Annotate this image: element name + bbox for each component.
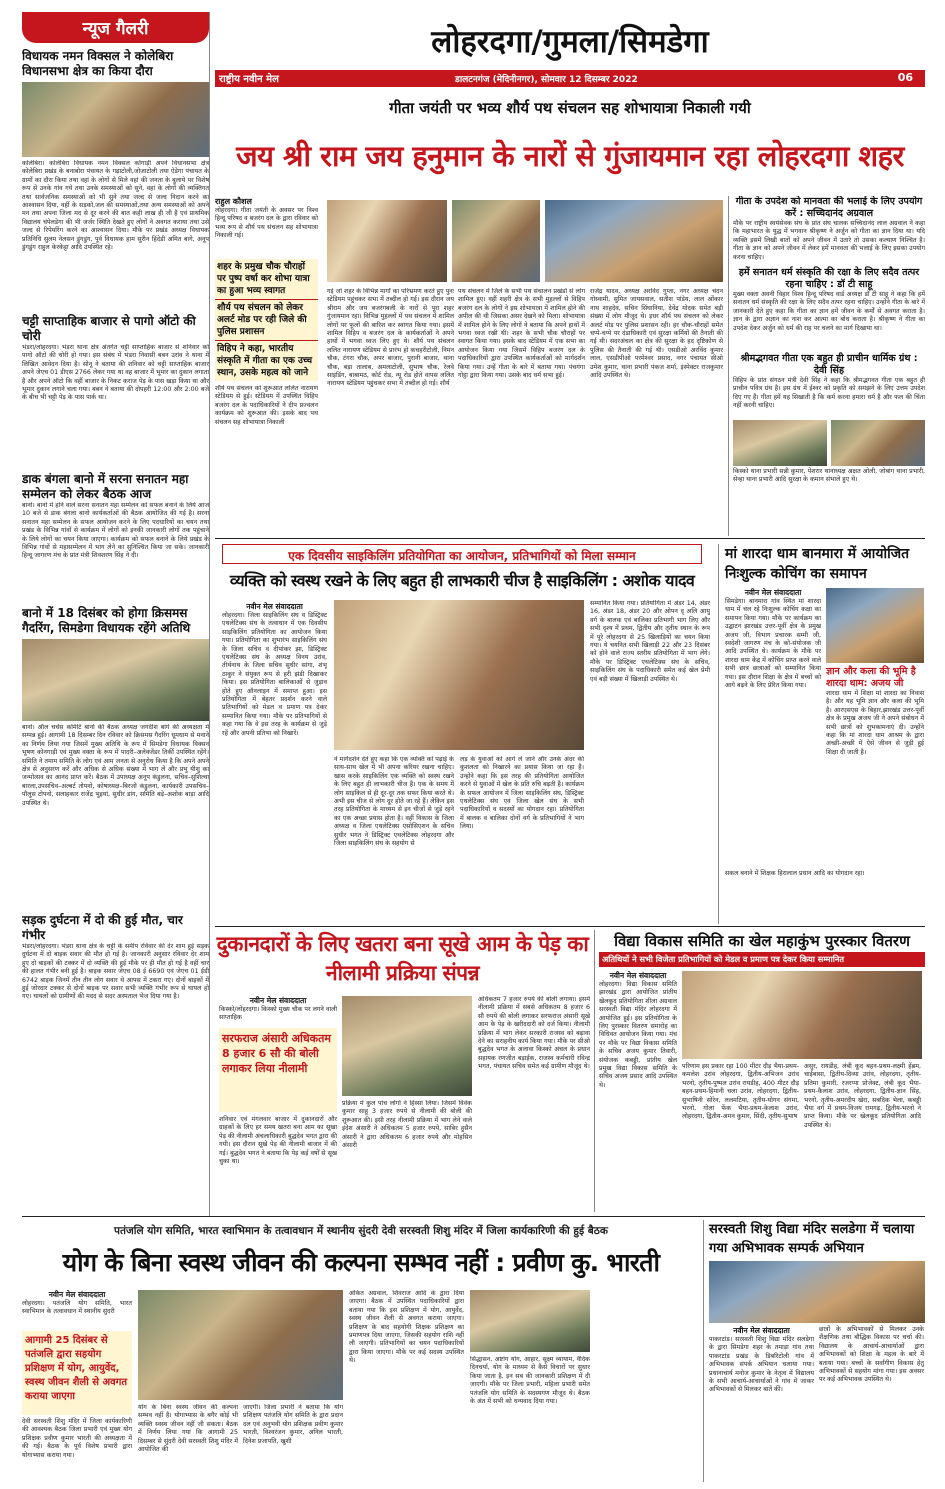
page-number: 06	[897, 71, 913, 84]
lead-col1-text: लोहरदगा। गीता जयंती के अवसर पर विश्व हिन्दू परिषद व बजरंग दल के द्वारा रविवार को भव्य रूप से शौर्य पथ संचलन सह शोभायात्रा निकाली गई।	[215, 207, 318, 240]
lead-col-3: पथ संचलन में जिले के सभी पथ संचालन प्रखंडों से लोग शामिल हुए। वहीं शहरी क्षेत्र के सभी मुहल्लों से विहिप बजरंग दल के लोगों ने इस शोभायात्रा में शामिल होने की अपील की थी जिसका असर देखने को मिला। शोभायात्रा में शामिल होने के लिए लोगों ने बताया कि अपने हाथों में भगवा ध्वज रखी थी। शहर के सभी चौक चौराहों पर स्वागत किया गया। इसके बाद स्टेडियम में एक सभा का आयोजन किया गया जिसमें विहिप बजरंग दल के पदाधिकारियों द्वारा उपस्थित कार्यकर्ताओं को मार्गदर्शन किया गया। उन्हें गीता के बारे में बताया गया। पंचगंगा गोट्ठा द्वारा किया गया। उसके बाद धर्म सभा हुई।	[458, 288, 585, 380]
lead-bullet-1: शहर के प्रमुख चौक चौराहों पर पुष्प वर्षा कर शोभा यात्रा का हुआ भव्य स्वागत	[215, 259, 318, 300]
cycling-photo	[334, 600, 584, 750]
sidebar-story-1-photo	[22, 82, 209, 157]
gita-head-2: हमें सनातन धर्म संस्कृति की रक्षा के लिए सदैव तत्पर रहना चाहिए : डॉ टी साहू	[738, 267, 920, 290]
yoga-col-3: जाएगी। जिला प्रभारी ने बताया कि योग प्रशिक्षण पतंजलि योग समिति के द्वारा प्रदान दल एवं अनुभवी योग प्रशिक्षक प्रवीण कुमार भारती, विश्वरंजन कुमार, अनिल भारती, दिनेश प्रजापति, खुशी	[243, 1404, 343, 1445]
cycling-col1-text: लोहरदगा। जिला साइकिलिंग संघ व डिस्ट्रिक्ट एथलेटिक्स संघ के तत्वाधान में एक दिवसीय साइकिलिंग प्रतियोगिता का आयोजन किया गया। प्रतियोगिता का शुभारंभ साइकिलिंग संघ के जिला सचिव व दीपांकर झा, डिस्ट्रिक्ट एथलेटिक्स संघ के अध्यक्ष विनय उरांव, तीर्थनाथ के जिला सचिव सुधीर सांगा, शंभू ठाकुर ने संयुक्त रूप से हरी झंडी दिखाकर किया। इस प्रतियोगिता बालिकाओं से जुड़ाव होते हुए ऑनलाइन में समाप्त हुआ। इस प्रतियोगिता में बेहतर प्रदर्शन करने वाले प्रतिभागियों को मेडल व प्रमाण पत्र देकर सम्मानित किया गया। मौके पर प्रतिभागियों से कहा गया कि वे इस तरह के कार्यक्रम से जुड़े रहें और अपनी प्रतिभा को निखारें।	[222, 612, 327, 737]
mango-bullet: सरफराज अंसारी अधिकतम 8 हजार 6 सौ की बोली लगाकर लिया नीलामी	[219, 1028, 337, 1112]
cycling-headline: व्यक्ति को स्वस्थ रखने के लिए बहुत ही लाभकारी चीज है साइकिलिंग : अशोक यादव	[229, 571, 695, 590]
sharda-box	[718, 544, 925, 924]
lead-bullet-3: विहिप ने कहा, भारतीय संस्कृति में गीता का एक उच्च स्थान, उसके महत्व को जाने	[217, 344, 313, 378]
yoga-bullet: आगामी 25 दिसंबर से पतंजलि द्वारा सहयोग प्रशिक्षण में योग, आयुर्वेद, स्वस्थ जीवन शैली से अवगत कराया जाएगा	[22, 1331, 132, 1415]
mango-photo	[342, 996, 472, 1096]
sidebar-title: न्यूज गैलरी	[22, 12, 209, 43]
mango-byline: नवीन मेल संवाददाता	[249, 996, 307, 1005]
yoga-photo	[138, 1290, 343, 1400]
cycling-kicker: एक दिवसीय साइकिलिंग प्रतियोगिता का आयोजन, प्रतिभागियों को मिला सम्मान	[222, 544, 702, 564]
lead-photo-left	[327, 200, 447, 282]
cycling-col-1	[222, 602, 327, 920]
gita-photo-1	[733, 420, 827, 466]
vidya-photo	[682, 971, 922, 1059]
lead-bullets	[215, 259, 318, 381]
yoga-col-1	[22, 1290, 132, 1480]
vidya-headline: विद्या विकास समिति का खेल महाकुंभ पुरस्कार वितरण	[614, 932, 910, 950]
sidebar-story-5-body: भंडरा/लोहरदगा। भंडरा थाना क्षेत्र के चट्टी के समीप रविवार की देर शाम हुई सड़क दुर्घटना में दो बाइक सवार की मौत हो गई है। जानकारी अनुसार रविवार देर शाम हुए दो बाइकों की टक्कर में दो व्यक्ति की हुई मौके पर ही मौत हो गई है वहीं चार की हालत गंभीर बनी हुई है। बाइक सवार जेएच 08 ई 6690 एवं जेएच 01 ईडी 6742 बाइक जिनमें तीन तीन लोग सवार थे आपस में टकरा गए। दोनों बाइकों में हुई जोरदार टक्कर से दोनों बाइक पर सवार सभी व्यक्ति गंभीर रूप से घायल हो गए। घायलों को ग्रामीणों की मदद से सदर अस्पताल भेज दिया गया है।	[22, 943, 209, 1001]
school-headline: सरस्वती शिशु विद्या मंदिर सलडेगा में चलाया गया अभिभावक सम्पर्क अभियान	[709, 1222, 915, 1256]
divider-1	[215, 538, 925, 539]
mango-col-1	[219, 996, 337, 1206]
lead-photo-right	[545, 200, 723, 282]
sharda-body-2: शारदा धाम में शिक्षा मां शारदा का निवास है। और यह भूमि ज्ञान और कला की भूमि है। आरएसएस के बिहार,झारखंड उत्तर-पूर्वी क्षेत्र के प्रमुख अजय जी ने अपने संबोधन में सभी छात्रों को शुभकामनाएं दी। उन्होंने कहा कि मां शारदा धाम आश्रम के द्वारा अच्छी-अच्छी में ऐसे जीवन से जुड़ी हुई शिक्षा दी जाती है।	[826, 690, 924, 756]
mango-headline: दुकानदारों के लिए खतरा बना सूखे आम के पेड़ का नीलामी प्रक्रिया संपन्न	[216, 932, 589, 985]
sidebar-column	[22, 12, 210, 1217]
sidebar-story-2-headline: चट्टी साप्ताहिक बाजार से पागो ऑटो की चोरी	[22, 314, 196, 343]
mango-col1-text: शनिवार एवं मंगलवार बाजार में दुकानदारों और ग्राहकों के लिए हर समय खतरा बना आम का सूखा पेड़ की नीलामी अंचलाधिकारी बुद्धदेव भगत द्वारा की गयी। इस दौरान सूखे पेड़ की नीलामी बाजार में की गई। बुद्धदेव भगत ने बताया कि पेड़ कई वर्षों से सूख चुका था।	[219, 1116, 337, 1166]
dateline: डालटनगंज (मेदिनीनगर), सोमवार 12 दिसम्बर 2022	[455, 75, 638, 85]
paper-name: राष्ट्रीय नवीन मेल	[219, 74, 279, 85]
mango-col-3: अधिकतम 7 हजार रुपये की बोली लगाया। इसमें नीलामी प्रक्रिया में सबसे अधिकतम 8 हजार 6 सौ रुपये की बोली लगाकर सरफराज अंसारी सूखे आम के पेड़ के खरीददारी को दर्ज किया। नीलामी प्रक्रिया में भाग लेकर सरकारी राजस्व को बढ़ावा देने का सराहनीय कार्य किया गया। मौके पर सीओ बुद्धदेव भगत के अलावा किस्को अंचल के प्रधान सहायक रणजीत बड़ाईक, राजस्व कर्मचारी रविन्द्र भगत, पंचायत सचिव समेत कई ग्रामीण मौजूद थे।	[478, 996, 590, 1071]
yoga-col-5: सिद्धासन, अष्टांग योग, आहार, सूक्ष्म व्यायाम, वैदिक दिनचर्या, योग के माध्यम से कैसे विचारों पर सुधार किया जाता है, इन सब की जानकारी प्रशिक्षण में दी जाएगी। मौके पर जिला प्रभारी, महिला प्रभारी समेत पतंजलि योग समिति के सदस्यगण मौजूद थे। बैठक के अंत में सभी को धन्यवाद दिया गया।	[470, 1356, 590, 1406]
gita-body-2: मुख्य वक्ता अवनी विहार विश्व हिन्दू परिषद वार्ड अध्यक्ष डॉ टी साहू ने कहा कि हमें सनातन धर्म संस्कृति की रक्षा के लिए सदैव तत्पर रहना चाहिए। उन्होंने गीता के बारे में जानकारी देते हुए कहा कि गीता का ज्ञान हमें जीवन के कर्मों से अवगत कराता है। ज्ञान के द्वारा अज्ञान का नाश कर आत्मा का बोध कराता है। श्रीकृष्ण ने गीता का उपदेश देकर अर्जुन को धर्म की राह पर चलने का मार्ग दिखाया था।	[733, 291, 925, 332]
lead-headline: जय श्री राम जय हनुमान के नारों से गुंजायमान रहा लोहरदगा शहर	[236, 139, 904, 173]
sharda-subhead: ज्ञान और कला की भूमि है शारदा धाम: अजय जी	[826, 666, 916, 689]
gita-head-1: गीता के उपदेश को मानवता की भलाई के लिए उपयोग करें : सच्चिदानंद अग्रवाल	[735, 196, 923, 219]
lead-kicker: गीता जयंती पर भव्य शौर्य पथ संचलन सह शोभायात्रा निकाली गयी	[389, 99, 751, 117]
vidya-col3-text: असुर, रायडीह, लंबी कूद बहन-प्रथम-लक्ष्मी हेंब्रम, चाईबासा, द्वितीय-दिव्या उरांव, लोहरदगा, तृतीय-प्रतिमा कुमारी, रजरप्पा प्रोजेक्ट, लंबी कूद भैया-प्रथम-कैलाश उरांव, लोहरदगा, द्वितीय-ज्ञान सिंह, भरनो, तृतीय-अमरदीप खेरा, सबदिक भेला, कबड्डी भैया वर्ग में प्रथम-विजय रामगढ़, द्वितीय-भरनो ने प्राप्त किया। मौके पर खेलकूद प्रतियोगिता आदि उपस्थित थे।	[804, 1063, 921, 1129]
school-col2-text: छात्रों के अभिभावकों से मिलकर उनके शैक्षणिक तथा बौद्धिक विकास पर चर्चा की। विद्यालय के आचार्य-आचार्याओं द्वारा अभिभावकों को शिक्षा के महत्व के बारे में बताया गया। बच्चों के सर्वांगीण विकास हेतु अभिभावकों से सहयोग मांगा गया। इस अवसर पर कई अभिभावक उपस्थित थे।	[819, 1326, 924, 1384]
mango-col-2: प्रक्रिया में कुल पांच लोगों ने हिस्सा लिया। जिसमें विवेक कुमार साहू 3 हजार रुपये से नीलामी की बोली की शुरूआत की। इसी तरह नीलामी प्रक्रिया में भाग लेने वाले इंदेश अंसारी ने अधिकतम 5 हजार रुपये, साबिर हुसैन अंसारी ने द्वारा अधिकतम 6 हजार रुपये और मोहसिन अंसारी	[342, 1100, 472, 1150]
lead-bullet-2: शौर्य पथ संचलन को लेकर अलर्ट मोड पर रही जिले की पुलिस प्रशासन	[215, 300, 318, 341]
cycling-col-3: लड़ के युवाओं को आगे ले जाने और उनके अंदर की कुशलता को निखारने का प्रयास किया जा रहा है। उन्होंने कहा कि इस तरह की प्रतियोगिता आयोजित करने से युवाओं में खेल के प्रति रुचि बढ़ती है। कार्यक्रम के सफल आयोजन में जिला साइकिलिंग संघ, डिस्ट्रिक्ट एथलेटिक्स संघ एवं जिला खेल संघ के सभी पदाधिकारियों व सदस्यों का योगदान रहा। प्रतियोगिता में बालक व बालिका दोनों वर्ग के प्रतिभागियों ने भाग लिया।	[460, 756, 584, 831]
mango-lead: किस्को/लोहरदगा। किस्को मुख्य चौक पर लगने वाली साप्ताहिक	[219, 1006, 337, 1022]
sidebar-story-1-headline: विधायक नमन विक्सल ने कोलेबिरा विधानसभा क्षेत्र का किया दौरा	[22, 49, 174, 78]
school-photo	[709, 1261, 925, 1323]
school-col1-text: पाकरटांड। सरस्वती शिशु विद्या मंदिर सलडेगा के द्वारा सिमडेगा शहर के तमाड़ा गांव तथा पाकरटांड प्रखंड के डिबरिटोली गांव में अभिभावक संपर्क अभियान चलाया गया। प्रधानाचार्य मनोज कुमार के नेतृत्व में विद्यालय के सभी आचार्य-आचार्याओं ने गांव में जाकर अभिभावकों से मिलकर बातें कीं।	[709, 1336, 814, 1394]
divider-2	[215, 926, 925, 927]
vidya-col2-text: परिणाम इस प्रकार रहा 100 मीटर दौड़ भैया-प्रथम-कमलेश उरांव लोहरदगा, द्वितीय-अभिजन उरांव भरनो, तृतीय-पुष्पल उरांव रायडीह, 400 मीटर दौड़ बहन-प्रथम-हिमानी चला उरांव, लोहरदगा, द्वितीय-सुभाषिनी सोरेन, ललमटिया, तृतीय-योगन संगमा, भरनो, गोला फेंक भैया-प्रथम-केलाश उरांव, लोहरदगा, द्वितीय-अमन कुमार, सिंदी, तृतीय-सुभाष	[682, 1063, 799, 1121]
sidebar-story-3-body: बानो। बानो में होने वाले सरना सनातन महा सम्मेलन को सफल बनाने के लिये आज 10 बजे से डाक बंगला बानो कार्यकर्ताओं की बैठक आयोजित की गई है। सरना सनातन महा सम्मेलन के सफल आयोजन करने के लिए पदधारियों का चयन तथा प्रखंड के विभिन्न गांवों से कार्यक्रम में लोगों को इनकी जानकारी लोगों तक पहुंचाने के लिये लोगों का चयन किया जाएगा। कार्यक्रम को सफल बनाने के लिये प्रखंड के विभिन्न गांवों से महासम्मेलन में भाग लेने का सुनिश्चित किया जा सके। जानकारी हिन्दू जागरण मंच के प्रांत मंत्री शिवशरण सिंह ने दी।	[22, 502, 209, 560]
gita-body-3: विहिप के प्रांत संगठन मंत्री देवी सिंह ने कहा कि श्रीमद्भगवत गीता एक बहुत ही प्राचीन पवित्र ग्रंथ है। इस ग्रंथ में ईश्वर को प्रकृति को समझने के लिए उत्तम उपदेश दिए गए हैं। गीता हमें यह सिखाती है कि कर्म करना हमारा धर्म है और फल की चिंता नहीं करनी चाहिए।	[733, 377, 925, 410]
gita-body-1: मौके पर राष्ट्रीय स्वयंसेवक संघ के प्रांत संघ चालक सच्चिदानंद लाल अग्रवाल ने कहा कि महाभारत के युद्ध में भगवान श्रीकृष्ण ने अर्जुन को गीता का ज्ञान दिया था। यदि व्यक्ति इसमें लिखी बातों को अपने जीवन में उतारे तो उसका कल्याण निश्चित है। गीता के ज्ञान को अपने जीवन में लेकर हमें मानवता की भलाई के लिए इसका उपयोग करना चाहिए।	[733, 220, 925, 261]
vidya-col1-text: लोहरदगा। विद्या विकास समिति झारखंड द्वारा आयोजित प्रांतीय खेलकूद प्रतियोगिता शीला अग्रवाल सरस्वती विद्या मंदिर लोहरदगा में आयोजित हुई। इस प्रतियोगिता के लिए पुरस्कार वितरण समारोह का विधिवत आयोजन किया गया। मंच पर मौके पर विद्या विकास समिति के सचिव अजय कुमार तिवारी, संयोजक कबड्डी, प्रांतीय खेल प्रमुख विद्या विकास समिति के सचिव अजय प्रसाद आदि उपस्थित थे।	[599, 981, 677, 1089]
sharda-caption: सकल बनाने में शिक्षक हिरालाल प्रधान आदि का योगदान रहा।	[725, 870, 865, 877]
yoga-col1-text: देवी सरस्वती शिशु मंदिर में जिला कार्यकारिणी की आवश्यक बैठक जिला प्रभारी एवं मुख्य योग प्रशिक्षक प्रवीण कुमार भारती की अध्यक्षता में की गई। बैठक के पूर्व विशेष प्रभारी द्वारा योगाभ्यास कराया गया।	[22, 1418, 132, 1459]
yoga-byline: नवीन मेल संवाददाता	[48, 1290, 106, 1299]
sidebar-story-4-body: बानो। ऑल चर्चेस कमिटि बानो की बैठक अध्यक्ष जगदीश बांगे की अध्यक्षता में सम्पन्न हुई। आगामी 18 दिसम्बर दिन रविवार को क्रिसमस गैदरिंग धूमधाम से मनाने का निर्णय लिया गया जिसमें मुख्य अतिथि के रूप में सिमडेगा विधायक विक्सन भूषण कोनगाड़ी एवं मुख्य वक्ता के रूप में पादरी–अलेक्जेंडर तिर्की उपस्थित रहेंगे। समिति ने तमाम समिति के लोग एवं आम जनता से अनुरोध किया है कि अपने अपने क्षेत्र से अनुसरण करें और अधिक से अधिक संख्या में भाग लें और प्रभु यीशु का जन्मोत्सव का आनंद प्राप्त करें। बैठक में उपाध्यक्ष अनूप कंडुलना, सचिव–सुशिल्वा बारला,उपसचिव–अल्बर्ट तोपनो, कोषाध्यक्ष–बिरजो कंडुलना, कार्यकारी उपसचिव–पौलुस टोपनो, सलाहकार राजेंद्र भुइयां, सुधीर डांग, समिति बड़े–अशोक बाड़ा आदि उपस्थित थे।	[22, 724, 209, 807]
sidebar-story-2-body: भंडरा/लोहरदगा। भंडरा थाना क्षेत्र अंतर्गत चट्टी साप्ताहिक बाजार से शनिवार को पागो ऑटो की चोरी हो गया। इस संबंध में भंडरा निवासी बबन उरांव ने थाना में लिखित आवेदन दिया है। सोनू ने बताया की शनिवार को चट्टी साप्ताहिक बाजार अपने जेएच 01 डीएस 2766 लेकर गया था वह बाजार में भूमार का दुकान लगाता है और अपने ऑटो कि वहीं बाजार के निकट कराज पेड़ के पास खड़ा किया था और भूमार दुकान लगाने चला गया। बबन ने बताया की दोपहरी 12:00 और 2:00 बजे के बीच भी चट्टी पेड़ के पास पार्क था।	[22, 344, 209, 402]
vidya-strap: अतिथियों ने सभी विजेता प्रतिभागियों को मेडल व प्रमाण पत्र देकर किया सम्मानित	[599, 952, 925, 967]
sharda-byline: नवीन मेल संवाददाता	[744, 588, 802, 597]
school-byline: नवीन मेल संवाददाता	[733, 1326, 790, 1335]
masthead	[215, 12, 925, 90]
sidebar-story-4-photo	[22, 639, 209, 721]
sidebar-story-4-headline: बानो में 18 दिसंबर को होगा क्रिसमस गैदरिंग, सिमडेगा विधायक रहेंगे अतिथि	[22, 606, 191, 635]
vidya-box	[594, 930, 925, 1212]
gita-caption: किस्को थाना प्रभारी सन्नी कुमार, पेशरार थानाध्यक्ष अक्षत ओली, जोबांग थाना प्रभारी, सेन्हा थाना प्रभारी आदि सुरक्षा के कमान संभाले हुए थे।	[733, 468, 925, 484]
sharda-photo	[826, 588, 924, 663]
sharda-body-1: सिमडेगा। बानमारा गांव स्थित मां शारदा धाम में चल रहे निःशुल्क कोचिंग कक्षा का समापन किया गया। मौके पर कार्यक्रम का उद्घाटन झारखंड उत्तर-पूर्वी क्षेत्र के प्रमुख अजय जी, विभाग प्रचारक सम्मी जी, स्वदेशी जागरण मंच के को-संयोजक जी आदि उपस्थित थे। कार्यक्रम के मौके पर शारदा धाम केंद्र में कोचिंग प्राप्त करने वाले सभी छात्र छात्राओं को सम्मानित किया गया। इस दौरान शिक्षा के क्षेत्र में बच्चों को आगे बढ़ने के लिए प्रेरित किया गया।	[725, 598, 821, 690]
gita-head-3: श्रीमद्भगवत गीता एक बहुत ही प्राचीन धार्मिक ग्रंथ : देवी सिंह	[740, 353, 918, 376]
lead-col-1	[215, 196, 318, 532]
yoga-col-2: योग के बिना स्वस्थ जीवन की कल्पना सम्भव नहीं है। योगाभ्यास के बगैर कोई भी व्यक्ति स्वस्थ जीवन नहीं जी सकता। बैठक में निर्णय लिया गया कि आगामी 25 दिसम्बर से सुंदरी देवी सरस्वती शिशु मंदिर में आयोजित की	[138, 1404, 238, 1454]
sidebar-story-1-body: कोलेबिरा। कोलेबिरा विधायक नमन विक्सल कोंगाड़ी अपने विधानसभा क्षेत्र कोलेबिरा प्रखंड के बनाबोरा पंचायत के गढ़ाटोली,जोजाटोली तथा ऐडेगा पंचायत के ग्रामों का दौरा किया तथा वहां के लोगों से मिले वहां की जनता के बुलाये पर विशेष रूप से उनके गांव गये तथा उनके समस्याओं को सुने, वहां के लोगों की व्यक्तिगत तथा सार्वजनिक समस्याओं को भी सुने तथा जल्द से जल्द निदान करने का आश्वासन दिया, वहीं के सड़को,जल की समस्याओं,तथा अन्य समस्याओं को अपने मन तथा अपना जिला मद से दूर करने की बात कही लाख ही जी है एवं प्राथमिक विद्यालय चंपेलडेगा की भी जर्जर स्थिति देखते हुए लोगों ने अवगत कराया तथा उसे जल्द से रिपेयरिंग करने का आश्वासन दिया। मौके पर प्रखंड अध्यक्ष विधायक प्रतिनिधि सुलम नेलसन डुंगडुंग, पूर्व विधायक हाम सुरीन हिंदेडी अमित बागे, अनूप डुंगडुंग राहुल केरकेट्टा आदि उपस्थित रहे।	[22, 160, 209, 252]
cycling-byline: नवीन मेल संवाददाता	[246, 602, 303, 611]
yoga-kicker: पतंजलि योग समिति, भारत स्वाभिमान के तत्वावधान में स्थानीय सुंदरी देवी सरस्वती शिशु मंदिर में जिला कार्यकारिणी की हुई बैठक	[114, 1225, 608, 1237]
cycling-col-2: ने मार्गदर्शन देते हुए कहा कि एक व्यक्ति को पढ़ाई के साथ-साथ खेल में भी अपना करियर रखना चाहिए। खास करके साइकिलिंग एक व्यक्ति को स्वस्थ रखने के लिए बहुत ही लाभकारी चीज है। एक के समय में लोग साइकिल से ही दूर-दूर तक सफर किया करते थे। अभी इस चीज से लोग दूर होते जा रहे हैं। लेकिन इस तरह प्रतियोगिता के माध्यम से इन चीजों से जुड़े रहने का एक अच्छा प्रयास होता है। वहीं विकास के जिला अध्यक्ष व जिला एथलेटिक्स एसोसिएशन के सचिव सुधीर भगत ने डिस्ट्रिक्ट एथलेटिक्स लोहरदगा और जिला साइकिलिंग संघ के सहयोग से	[334, 756, 454, 848]
vidya-byline: नवीन मेल संवाददाता	[609, 971, 667, 980]
masthead-title: लोहरदगा/गुमला/सिमडेगा	[431, 24, 709, 60]
yoga-headline: योग के बिना स्वस्थ जीवन की कल्पना सम्भव नहीं : प्रवीण कु. भारती	[62, 1248, 660, 1277]
lead-col1b-text: शौर्य पथ संचलन को शुरूआत ललित नारायण स्टेडियम से हुई। स्टेडियम में उपस्थित विहिप बजरंग दल के पदाधिकारियों ने दीप प्रज्वलन कार्यक्रम को शुरूआत की। इसके बाद पथ संचलन सह शोभायात्रा निकाली	[215, 385, 318, 426]
gita-box	[728, 196, 925, 536]
gita-photo-2	[831, 420, 925, 466]
yoga-photo-2	[470, 1290, 590, 1352]
lead-col-4: राजेंद्र यादव, अध्यक्ष अरविंद गुप्ता, नगर अध्यक्ष चंदन गोस्वामी, सुमित जायसवाल, सतीश पांडेय, लाल ओंकार नाथ शाहदेव, सचिन सिंघानिया, देवेंद्र मोदक समेत बड़ी संख्या में लोग मौजूद थे। इधर शौर्य पथ संचलन को लेकर अलर्ट मोड पर पुलिस प्रशासन रही। हर चौक-चौराहों समेत चप्पे-चप्पे पर दंडाधिकारी एवं सुरक्षा कर्मियों की तैनाती की गई थी। सदरअंचल का क्षेत्र की सुरक्षा के हद दृष्टिकोण से पुलिस की तैनाती की गई थी। एसडीओ अरविंद कुमार लाल, एसडीपीओ परमेश्वर प्रसाद, नगर पंचायत सीओ उमेश कुमार, थाना प्रभारी पंकज शर्मा, इंस्पेक्टर राजकुमार आदि उपस्थित थे।	[590, 288, 723, 380]
cycling-col-4: सम्मानित किया गया। प्रतियोगिता में अंडर 14, अंडर 16, अंडर 18, अंडर 20 और ओपन दृ अलि आयु वर्ग के बालक एवं बालिका प्रतिभागी भाग लिए और सभी दृश्य में प्रथम, द्वितीय और तृतीय स्थान के रूप में पूरे लोहरदगा से 25 खिलाड़ियों का चयन किया गया। ये चयनित सभी खिलाड़ी 22 और 23 दिसंबर को होने वाले राज्य स्तरीय प्रतियोगिता में भाग लेंगे। मौके पर डिस्ट्रिक्ट एथलेटिक्स संघ के सचिव, साइकिलिंग संघ के पदाधिकारी समेत कई खेल प्रेमी एवं बड़ी संख्या में खिलाड़ी उपस्थित थे।	[590, 600, 710, 683]
yoga-lead: लोहरदगा। पतंजलि योग समिति, भारत स्वाभिमान के तत्वावधान में स्थानीय सुंदरी	[22, 1300, 132, 1316]
lead-col-2: गई जो शहर के विभिन्न मार्गों का परिभ्रमण करते हुए पुनः स्टेडियम पहुंचकर सभा में तब्दील हो गई। इस दौरान जय श्रीराम और जय बजरंगबली के नारों से पूरा शहर गुंजायमान रहा। विभिन्न मुहल्लों में पथ संचलन में शामिल लोगों पर फूलों की बारिश कर स्वागत किया गया। इसमें शामिल विहिप व बजरंग दल के कार्यकर्ताओं ने अपने हाथों में भगवा ध्वज लिए हुए थे। शौर्य पथ संचलन ललित नारायण स्टेडियम से प्रारंभ हो कचहरीटोली, निमन चौक, टंगरा चौक, अपर बाजार, पुरानी बाजार, थाना चौक, बड़ा तालाब, अमलाटोली, सुभाष चौक, रेलवे साइडिंग, बाबामठ, कोर्ट रोड, न्यू रोड होते वापस ललित नारायण स्टेडियम पहुंचकर सभा में तब्दील हो गई। शौर्य	[327, 288, 454, 388]
lead-photo-center	[452, 200, 540, 282]
sidebar-story-3-headline: डाक बंगला बानो में सरना सनातन महा सम्मेलन को लेकर बैठक आज	[22, 472, 189, 501]
yoga-col-4: अंकित अग्रवाल, शिवराज आदि के द्वारा दिया जाएगा। बैठक में उपस्थित पदाधिकारियों द्वारा बताया गया कि इस प्रशिक्षण में योग, आयुर्वेद, स्वस्थ जीवन शैली से अवगत कराया जाएगा। प्रशिक्षण के बाद सहयोगी शिक्षक प्रशिक्षण का प्रमाणपत्र दिया जाएगा, जिसकी सहयोग राशि नहीं ली जाएगी। प्रतिभागियों का चयन पदाधिकारियों द्वारा किया जाएगा। मौके पर कई सदस्य उपस्थित थे।	[349, 1290, 464, 1365]
lead-byline: राहुल कौशल	[215, 197, 252, 206]
masthead-band	[215, 70, 925, 87]
sidebar-story-5-headline: सड़क दुर्घटना में दो की हुई मौत, चार गंभीर	[22, 913, 183, 942]
school-box	[703, 1220, 925, 1482]
divider-3	[22, 1216, 925, 1217]
sharda-headline: मां शारदा धाम बानमारा में आयोजित निःशुल्क कोचिंग का समापन	[725, 546, 910, 582]
